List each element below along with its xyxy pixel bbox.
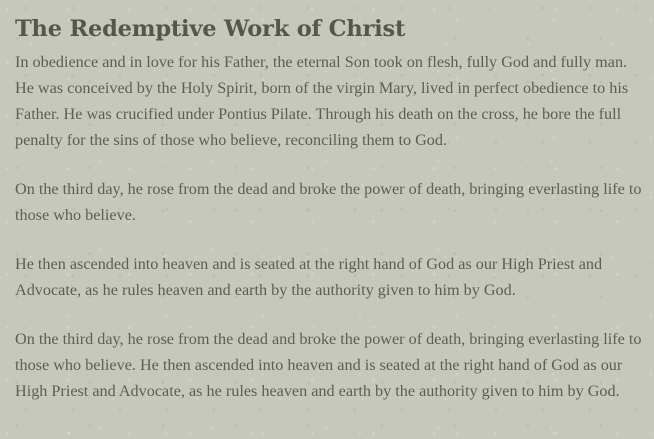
- paragraph-incarnation: In obedience and in love for his Father, the eternal Son took on flesh, fully God and fully man. He was conceived by the Holy Spirit, born of the virgin Mary, lived in perfect obedience to his Father. He was crucified under Pontius Pilate. Through his death on the cross, he bore the full penalty for the sins of those who believe, reconciling them to God.: [15, 53, 629, 149]
- paragraph-resurrection-ascension: On the third day, he rose from the dead and broke the power of death, bringing everlasting life to those who believe. He then ascended into heaven and is seated at the right hand of God as our High Priest and Advocate, as he rules heaven and earth by the authority given to him by God.: [15, 330, 642, 400]
- paragraph-ascension: He then ascended into heaven and is seated at the right hand of God as our High Priest and Advocate, as he rules heaven and earth by the authority given to him by God.: [15, 255, 603, 299]
- article: [15, 14, 645, 404]
- page-title: The Redemptive Work of Christ: [15, 16, 406, 42]
- paragraph-resurrection: On the third day, he rose from the dead and broke the power of death, bringing everlasting life to those who believe.: [15, 180, 642, 224]
